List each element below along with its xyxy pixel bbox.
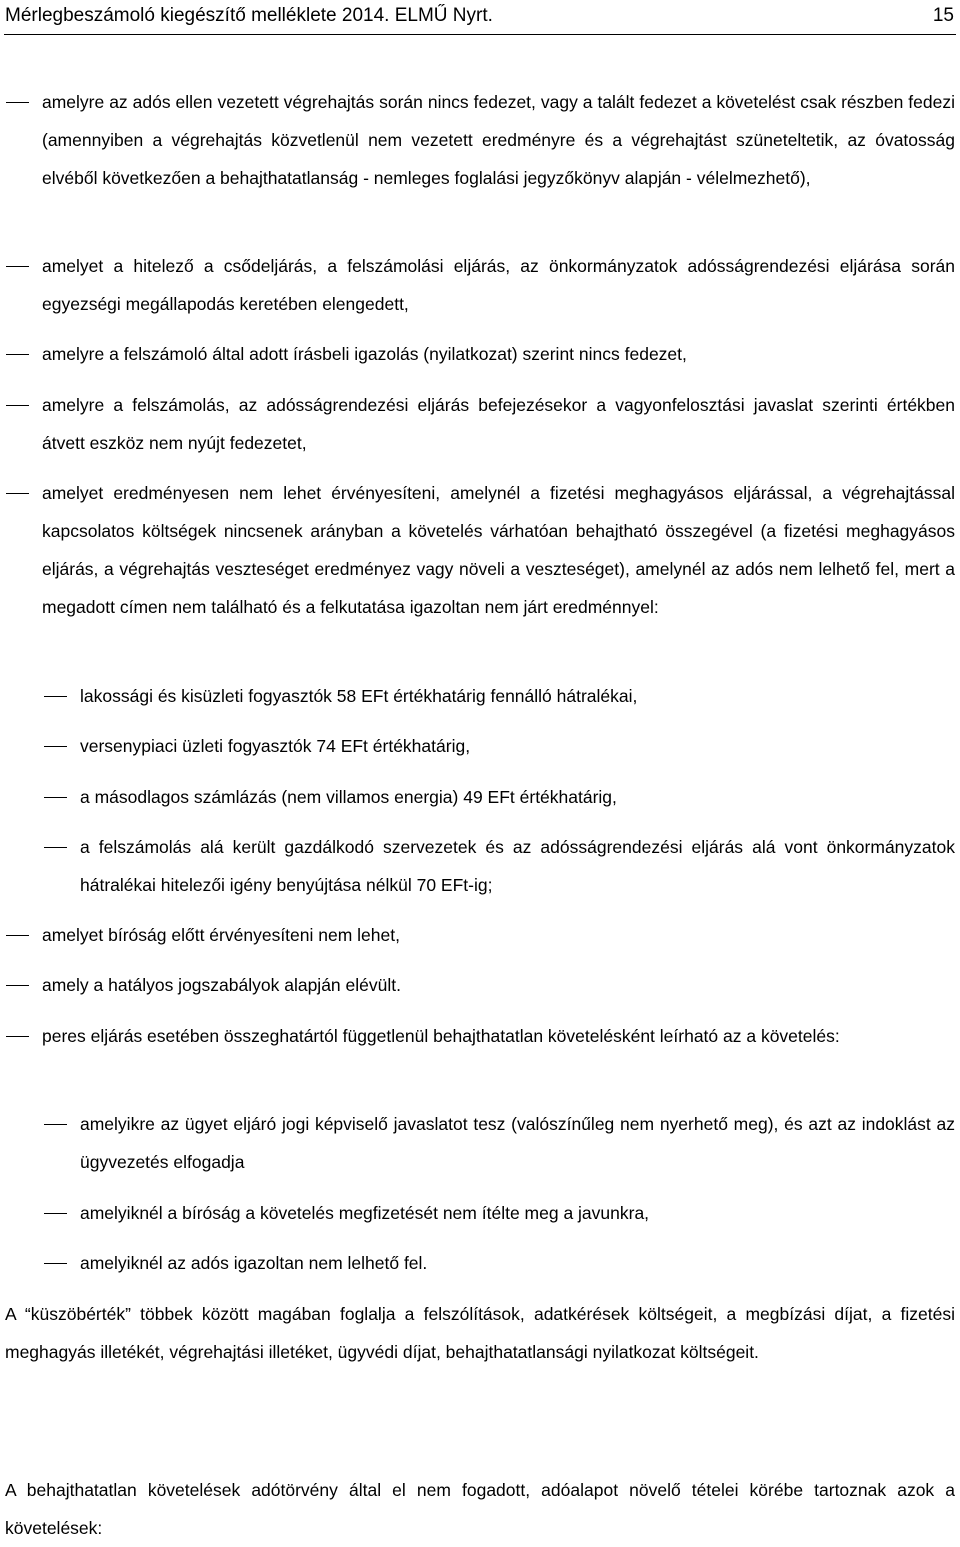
bullet-dash: [6, 493, 29, 494]
page-number: 15: [932, 5, 954, 26]
sub-list-item: versenypiaci üzleti fogyasztók 74 EFt értékhatárig,: [80, 736, 471, 756]
sub-list-item: amelyiknél a bíróság a követelés megfizetését nem ítélte meg a javunkra,: [80, 1203, 650, 1223]
bullet-dash: [44, 746, 67, 747]
bullet-dash: [44, 1263, 67, 1264]
header-title: Mérlegbeszámoló kiegészítő melléklete 2014. ELMŰ Nyrt.: [5, 5, 493, 26]
bullet-dash: [44, 696, 67, 697]
list-item: amelyet bíróság előtt érvényesíteni nem lehet,: [42, 925, 400, 945]
bullet-dash: [6, 354, 29, 355]
sub-list-item: a másodlagos számlázás (nem villamos energia) 49 EFt értékhatárig,: [80, 787, 617, 807]
list-item: amelyre az adós ellen vezetett végrehajtás során nincs fedezet, vagy a talált fedezet a követelést csak részben fedezi (amennyiben a végrehajtás közvetlenül nem vezetett eredményre és a végrehajtást szüneteltetik, az óvatosság elvéből következően a behajthatatlanság - nemleges foglalási jegyzőkönyv alapján - vélelmezhető),: [42, 92, 955, 188]
list-item: amelyre a felszámoló által adott írásbeli igazolás (nyilatkozat) szerint nincs fedezet,: [42, 344, 687, 364]
bullet-dash: [44, 1124, 67, 1125]
bullet-dash: [6, 1036, 29, 1037]
list-item: amelyet eredményesen nem lehet érvényesíteni, amelynél a fizetési meghagyásos eljárással, a végrehajtással kapcsolatos költségek nincsenek arányban a követelés várhatóan behajtható összegével (a fizetési meghagyásos eljárás, a végrehajtás veszteséget eredményez vagy növeli a veszteséget), amelynél az adós nem lelhető fel, mert a megadott címen nem található és a felkutatása igazoltan nem járt eredménnyel:: [42, 483, 955, 617]
paragraph-threshold: A “küszöbérték” többek között magában foglalja a felszólítások, adatkérések költségeit, a megbízási díjat, a fizetési meghagyás illetékét, végrehajtási illetéket, ügyvédi díjat, behajthatatlansági nyilatkozat költségeit.: [5, 1304, 955, 1362]
paragraph-uncollectible: A behajthatatlan követelések adótörvény által el nem fogadott, adóalapot növelő tételei körébe tartoznak azok a követelések:: [5, 1480, 955, 1538]
list-item: peres eljárás esetében összeghatártól függetlenül behajthatatlan követelésként leírható az a követelés:: [42, 1026, 840, 1046]
bullet-dash: [6, 985, 29, 986]
bullet-dash: [44, 1213, 67, 1214]
list-item: amelyre a felszámolás, az adósságrendezési eljárás befejezésekor a vagyonfelosztási javaslat szerinti értékben átvett eszköz nem nyújt fedezetet,: [42, 395, 955, 453]
page-header: [4, 0, 956, 35]
bullet-dash: [6, 405, 29, 406]
bullet-dash: [44, 797, 67, 798]
sub-list-item: amelyiknél az adós igazoltan nem lelhető fel.: [80, 1253, 428, 1273]
sub-list-item: lakossági és kisüzleti fogyasztók 58 EFt értékhatárig fennálló hátralékai,: [80, 686, 638, 706]
bullet-dash: [6, 935, 29, 936]
bullet-dash: [6, 266, 29, 267]
sub-list-item: a felszámolás alá került gazdálkodó szervezetek és az adósságrendezési eljárás alá vont önkormányzatok hátralékai hitelezői igény benyújtása nélkül 70 EFt-ig;: [80, 837, 955, 895]
list-item: amelyet a hitelező a csődeljárás, a felszámolási eljárás, az önkormányzatok adósságrendezési eljárása során egyezségi megállapodás keretében elengedett,: [42, 256, 955, 314]
bullet-dash: [6, 102, 29, 103]
list-item: amely a hatályos jogszabályok alapján elévült.: [42, 975, 401, 995]
sub-list-item: amelyikre az ügyet eljáró jogi képviselő javaslatot tesz (valószínűleg nem nyerhető meg), és azt az indoklást az ügyvezetés elfogadja: [80, 1114, 955, 1172]
bullet-dash: [44, 847, 67, 848]
